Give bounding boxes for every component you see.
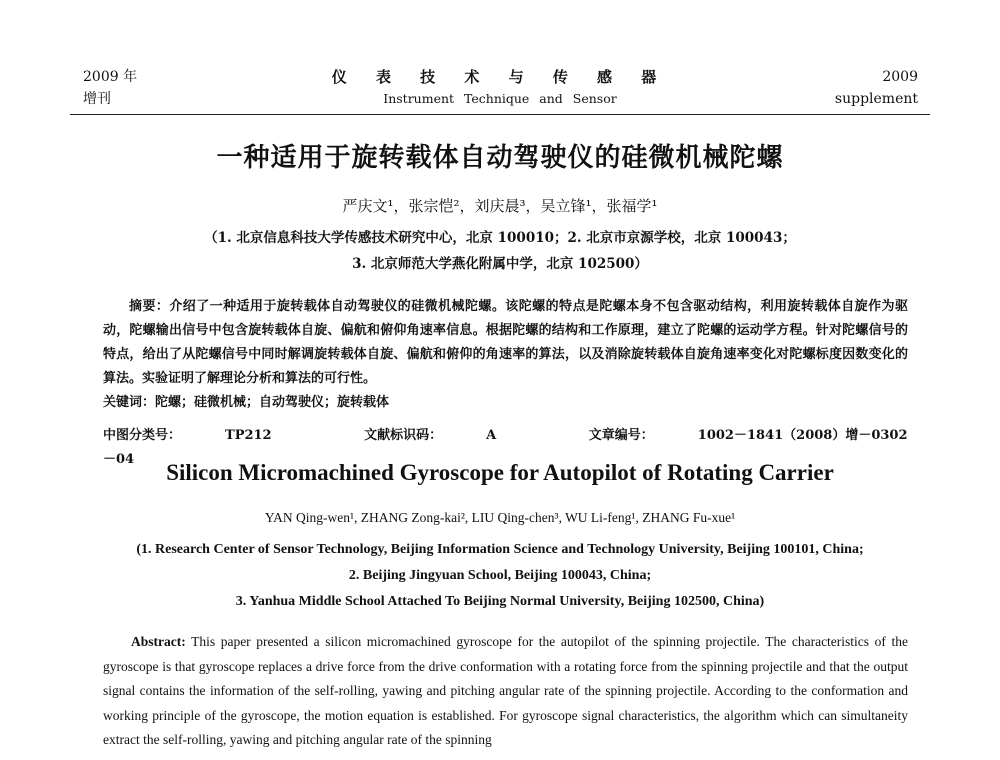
class-number-value: TP212 xyxy=(225,428,272,443)
doc-code xyxy=(364,428,540,443)
abstract-en xyxy=(103,630,908,753)
paper-title-cn: 一种适用于旋转载体自动驾驶仪的硅微机械陀螺 xyxy=(216,143,784,173)
authors-en: YAN Qing-wen¹, ZHANG Zong-kai², LIU Qing-chen³, WU Li-feng¹, ZHANG Fu-xue¹ xyxy=(264,510,736,525)
affiliations-en xyxy=(0,537,1000,615)
doc-code-value: A xyxy=(486,428,497,443)
affiliation-en-line-3: 3. Yanhua Middle School Attached To Beijing Normal University, Beijing 102500, China) xyxy=(235,594,765,609)
journal-name-en: Instrument Technique and Sensor xyxy=(383,91,617,106)
class-number-label: 中图分类号： xyxy=(103,428,182,443)
keywords-cn-text: 陀螺；硅微机械；自动驾驶仪；旋转载体 xyxy=(155,395,390,410)
article-number-value: 1002－1841（2008）增－0302－04 xyxy=(103,428,908,467)
authors-cn: 严庆文¹，张宗恺²，刘庆晨³，吴立锋¹，张福学¹ xyxy=(342,197,658,215)
keywords-cn-label: 关键词： xyxy=(103,395,156,410)
abstract-en-text: This paper presented a silicon micromachined gyroscope for the autopilot of the spinning projectile. The characteristics of the gyroscope is that gyroscope replaces a drive force from the drive conformation with a rotating force from the spinning projectile and that the output signal contains the information of the self-rolling, yawing and pitching angular rate of the spinning projectile. According to the conformation and working principle of the gyroscope, the motion equation is established. For gyroscope signal characteristics, the algorithm which can simultaneity extract the self-rolling, yawing and pitching angular rate of the spinning xyxy=(103,634,908,747)
keywords-cn xyxy=(103,391,908,415)
abstract-en-label: Abstract: xyxy=(131,634,186,649)
header-issue-cn: 增刊 xyxy=(83,91,111,107)
affiliation-en-line-2: 2. Beijing Jingyuan School, Beijing 100043, China; xyxy=(348,568,652,583)
doc-code-label: 文献标识码： xyxy=(364,428,443,443)
header-year-en: 2009 xyxy=(882,69,918,85)
header-right xyxy=(835,66,918,110)
abstract-cn-text: 介绍了一种适用于旋转载体自动驾驶仪的硅微机械陀螺。该陀螺的特点是陀螺本身不包含驱动结构，利用旋转载体自旋作为驱动，陀螺输出信号中包含旋转载体自旋、偏航和俯仰角速率信息。根据陀螺的结构和工作原理，建立了陀螺的运动学方程。针对陀螺信号的特点，给出了从陀螺信号中同时解调旋转载体自旋、偏航和俯仰的角速率的算法，以及消除旋转载体自旋角速率变化对陀螺标度因数变化的算法。实验证明了解理论分析和算法的可行性。 xyxy=(103,299,908,386)
abstract-cn-label: 摘要： xyxy=(129,299,170,314)
header-rule xyxy=(70,114,930,115)
abstract-cn xyxy=(103,295,908,391)
journal-name-cn: 仪 表 技 术 与 传 感 器 xyxy=(331,68,669,86)
affiliation-cn-line-1: （1. 北京信息科技大学传感技术研究中心，北京 100010；2. 北京市京源学校，北京 100043； xyxy=(204,230,796,246)
paper-title-en: Silicon Micromachined Gyroscope for Autopilot of Rotating Carrier xyxy=(166,460,834,485)
header-issue-en: supplement xyxy=(834,91,918,107)
affiliation-en-line-1: (1. Research Center of Sensor Technology, Beijing Information Science and Technology University, Beijing 100101, China; xyxy=(136,542,864,557)
header-year-cn: 2009 年 xyxy=(83,69,138,85)
class-number xyxy=(103,428,316,443)
affiliation-cn-line-2: 3. 北京师范大学燕化附属中学，北京 102500） xyxy=(352,256,648,272)
affiliations-cn xyxy=(0,225,1000,277)
article-number-label: 文章编号： xyxy=(588,428,654,443)
